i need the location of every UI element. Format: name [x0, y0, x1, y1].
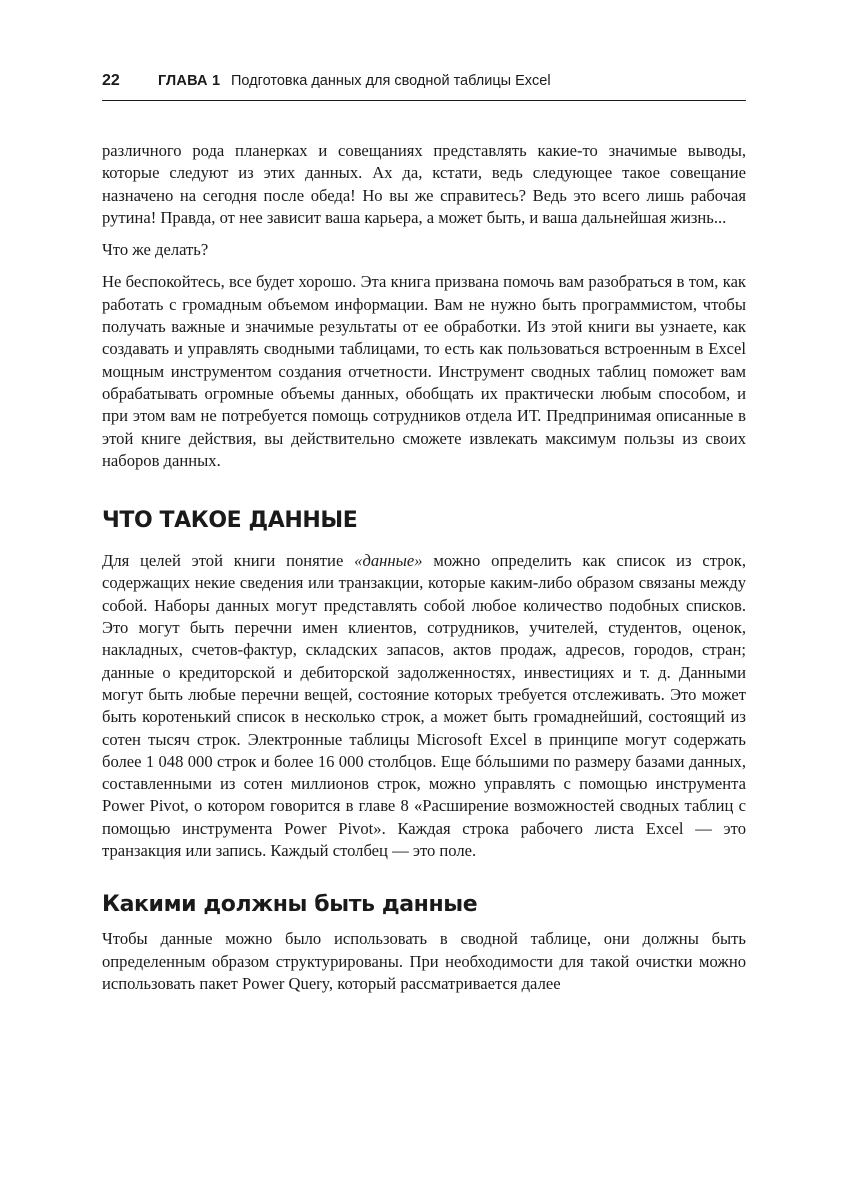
intro-paragraph-3: Не беспокойтесь, все будет хорошо. Эта книга призвана помочь вам разобраться в том, как работать с громадным объемом информации. Вам не нужно быть программистом, чтобы получать важные и значимые результаты от ее обработки. Из этой книги вы узнаете, как создавать и управлять сводными таблицами, то есть как пользоваться встроенным в Excel мощным инструментом создания отчетности. Инструмент сводных таблиц поможет вам обрабатывать огромные объемы данных, обобщать их практически любым способом, и при этом вам не потребуется помощь сотрудников отдела ИТ. Предпринимая описанные в этой книге действия, вы действительно сможете извлекать максимум пользы из своих наборов данных.: [102, 272, 746, 470]
section1-term-data: «данные»: [354, 551, 423, 571]
section2-paragraph-1: Чтобы данные можно было использовать в сводной таблице, они должны быть определенным образом структурированы. При необходимости для такой очистки можно использовать пакет Power Query, который рассматривается далее: [102, 929, 746, 993]
section1-text-start: Для целей этой книги понятие: [102, 551, 355, 571]
intro-paragraph-2: Что же делать?: [102, 240, 209, 260]
running-header: [102, 66, 746, 101]
section-heading-what-is-data: ЧТО ТАКОЕ ДАННЫЕ: [102, 508, 358, 534]
page-body: [102, 140, 746, 1005]
intro-paragraph-1: различного рода планерках и совещаниях представлять какие-то значимые выводы, которые следуют из этих данных. Ах да, кстати, ведь следующее такое совещание назначено на сегодня после обеда! Но вы же справитесь? Ведь это всего лишь рабочая рутина! Правда, от нее зависит ваша карьера, а может быть, и ваша дальнейшая жизнь...: [102, 141, 746, 227]
page-number: 22: [102, 72, 120, 89]
chapter-title: Подготовка данных для сводной таблицы Excel: [231, 73, 551, 89]
chapter-label: ГЛАВА 1: [158, 73, 221, 89]
subsection-heading-data-requirements: Какими должны быть данные: [102, 892, 478, 918]
section1-paragraph-1: [102, 550, 746, 862]
section1-text-rest: можно определить как список из строк, содержащих некие сведения или транзакции, которые каким-либо образом связаны между собой. Наборы данных могут представлять собой любое количество подобных списков. Это могут быть перечни имен клиентов, сотрудников, учителей, студентов, оценок, накладных, счетов-фактур, складских запасов, актов продаж, адресов, городов, стран; данные о кредиторской и дебиторской задолженностях, инвестициях и т. д. Данными могут быть любые перечни вещей, состояние которых требуется отслеживать. Это может быть коротенький список в несколько строк, а может быть громаднейший, состоящий из сотен тысяч строк. Электронные таблицы Microsoft Excel в принципе могут содержать более 1 048 000 строк и более 16 000 столбцов. Еще бóльшими по размеру базами данных, составленными из сотен миллионов строк, можно управлять с помощью инструмента Power Pivot, о котором говорится в главе 8 «Расширение возможностей сводных таблиц с помощью инструмента Power Pivot». Каждая строка рабочего листа Excel — это транзакция или запись. Каждый столбец — это поле.: [102, 551, 746, 861]
